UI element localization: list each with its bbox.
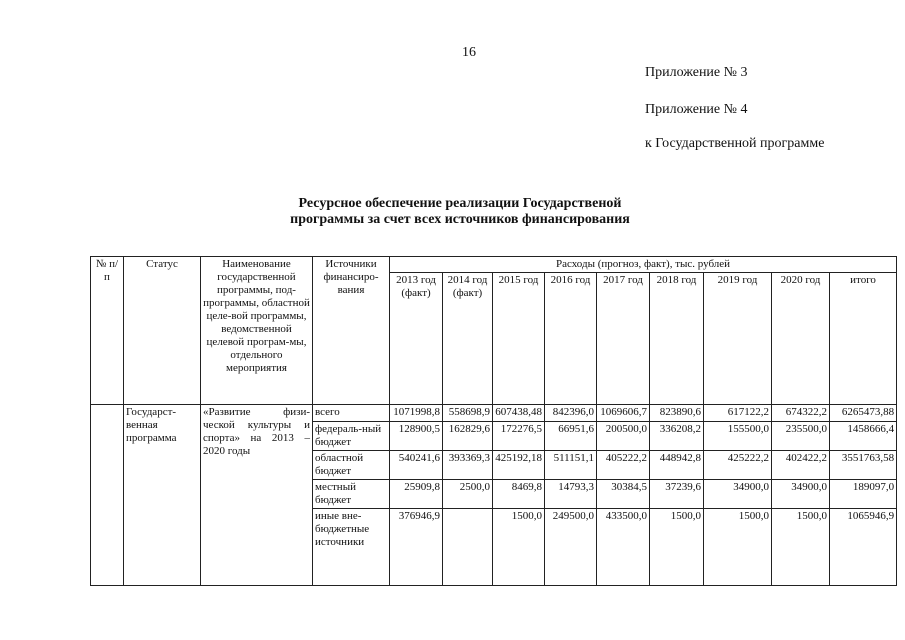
appendix-line-3: к Государственной программе bbox=[645, 136, 825, 151]
cell-value: 34900,0 bbox=[772, 480, 830, 509]
table-row bbox=[91, 405, 897, 422]
cell-value: 1069606,7 bbox=[597, 405, 650, 422]
cell-program-name: «Развитие физи-ческой культуры и спорта» на 2013 – 2020 годы bbox=[201, 405, 313, 586]
cell-value: 8469,8 bbox=[493, 480, 545, 509]
header-year-2020: 2020 год bbox=[772, 273, 830, 405]
cell-value: 155500,0 bbox=[704, 422, 772, 451]
cell-value: 674322,2 bbox=[772, 405, 830, 422]
cell-status: Государст-венная программа bbox=[124, 405, 201, 586]
header-year-2015: 2015 год bbox=[493, 273, 545, 405]
header-year-2018: 2018 год bbox=[650, 273, 704, 405]
header-year-2016: 2016 год bbox=[545, 273, 597, 405]
header-status: Статус bbox=[124, 257, 201, 405]
header-year-2013: 2013 год (факт) bbox=[390, 273, 443, 405]
cell-source: федераль-ный бюджет bbox=[313, 422, 390, 451]
cell-value: 37239,6 bbox=[650, 480, 704, 509]
cell-value: 128900,5 bbox=[390, 422, 443, 451]
header-year-2017: 2017 год bbox=[597, 273, 650, 405]
header-row bbox=[91, 257, 897, 273]
cell-value bbox=[443, 509, 493, 586]
cell-total: 1065946,9 bbox=[830, 509, 897, 586]
header-year-2014: 2014 год (факт) bbox=[443, 273, 493, 405]
header-year-2019: 2019 год bbox=[704, 273, 772, 405]
cell-value: 1500,0 bbox=[650, 509, 704, 586]
cell-value: 448942,8 bbox=[650, 451, 704, 480]
cell-value: 376946,9 bbox=[390, 509, 443, 586]
cell-source: областной бюджет bbox=[313, 451, 390, 480]
cell-value: 25909,8 bbox=[390, 480, 443, 509]
cell-value: 402422,2 bbox=[772, 451, 830, 480]
cell-total: 1458666,4 bbox=[830, 422, 897, 451]
cell-value: 336208,2 bbox=[650, 422, 704, 451]
cell-value: 842396,0 bbox=[545, 405, 597, 422]
cell-value: 2500,0 bbox=[443, 480, 493, 509]
cell-value: 425192,18 bbox=[493, 451, 545, 480]
cell-source: иные вне-бюджетные источники bbox=[313, 509, 390, 586]
cell-value: 393369,3 bbox=[443, 451, 493, 480]
cell-total: 3551763,58 bbox=[830, 451, 897, 480]
cell-value: 249500,0 bbox=[545, 509, 597, 586]
cell-value: 617122,2 bbox=[704, 405, 772, 422]
header-num: № п/п bbox=[91, 257, 124, 405]
appendix-line-2: Приложение № 4 bbox=[645, 102, 748, 117]
cell-value: 405222,2 bbox=[597, 451, 650, 480]
appendix-line-1: Приложение № 3 bbox=[645, 65, 748, 80]
cell-value: 558698,9 bbox=[443, 405, 493, 422]
cell-total: 6265473,88 bbox=[830, 405, 897, 422]
cell-value: 172276,5 bbox=[493, 422, 545, 451]
cell-value: 425222,2 bbox=[704, 451, 772, 480]
resource-table bbox=[90, 256, 897, 586]
cell-value: 30384,5 bbox=[597, 480, 650, 509]
header-sources: Источники финансиро-вания bbox=[313, 257, 390, 405]
cell-value: 14793,3 bbox=[545, 480, 597, 509]
cell-value: 1500,0 bbox=[772, 509, 830, 586]
cell-source: всего bbox=[313, 405, 390, 422]
cell-value: 1071998,8 bbox=[390, 405, 443, 422]
cell-source: местный бюджет bbox=[313, 480, 390, 509]
cell-total: 189097,0 bbox=[830, 480, 897, 509]
header-name: Наименование государственной программы, под-программы, областной целе-вой программы, ведомственной целевой програм-мы, отдельного мероприятия bbox=[201, 257, 313, 405]
title-line-1: Ресурсное обеспечение реализации Государственой bbox=[298, 196, 622, 211]
cell-value: 235500,0 bbox=[772, 422, 830, 451]
cell-value: 540241,6 bbox=[390, 451, 443, 480]
cell-value: 823890,6 bbox=[650, 405, 704, 422]
document-title bbox=[230, 196, 690, 228]
cell-value: 1500,0 bbox=[704, 509, 772, 586]
cell-value: 511151,1 bbox=[545, 451, 597, 480]
cell-value: 66951,6 bbox=[545, 422, 597, 451]
cell-value: 433500,0 bbox=[597, 509, 650, 586]
cell-num bbox=[91, 405, 124, 586]
page-number: 16 bbox=[462, 45, 476, 60]
cell-value: 34900,0 bbox=[704, 480, 772, 509]
header-total: итого bbox=[830, 273, 897, 405]
cell-value: 1500,0 bbox=[493, 509, 545, 586]
cell-value: 607438,48 bbox=[493, 405, 545, 422]
header-expenses: Расходы (прогноз, факт), тыс. рублей bbox=[390, 257, 897, 273]
cell-value: 162829,6 bbox=[443, 422, 493, 451]
cell-value: 200500,0 bbox=[597, 422, 650, 451]
title-line-2: программы за счет всех источников финансирования bbox=[290, 212, 630, 227]
